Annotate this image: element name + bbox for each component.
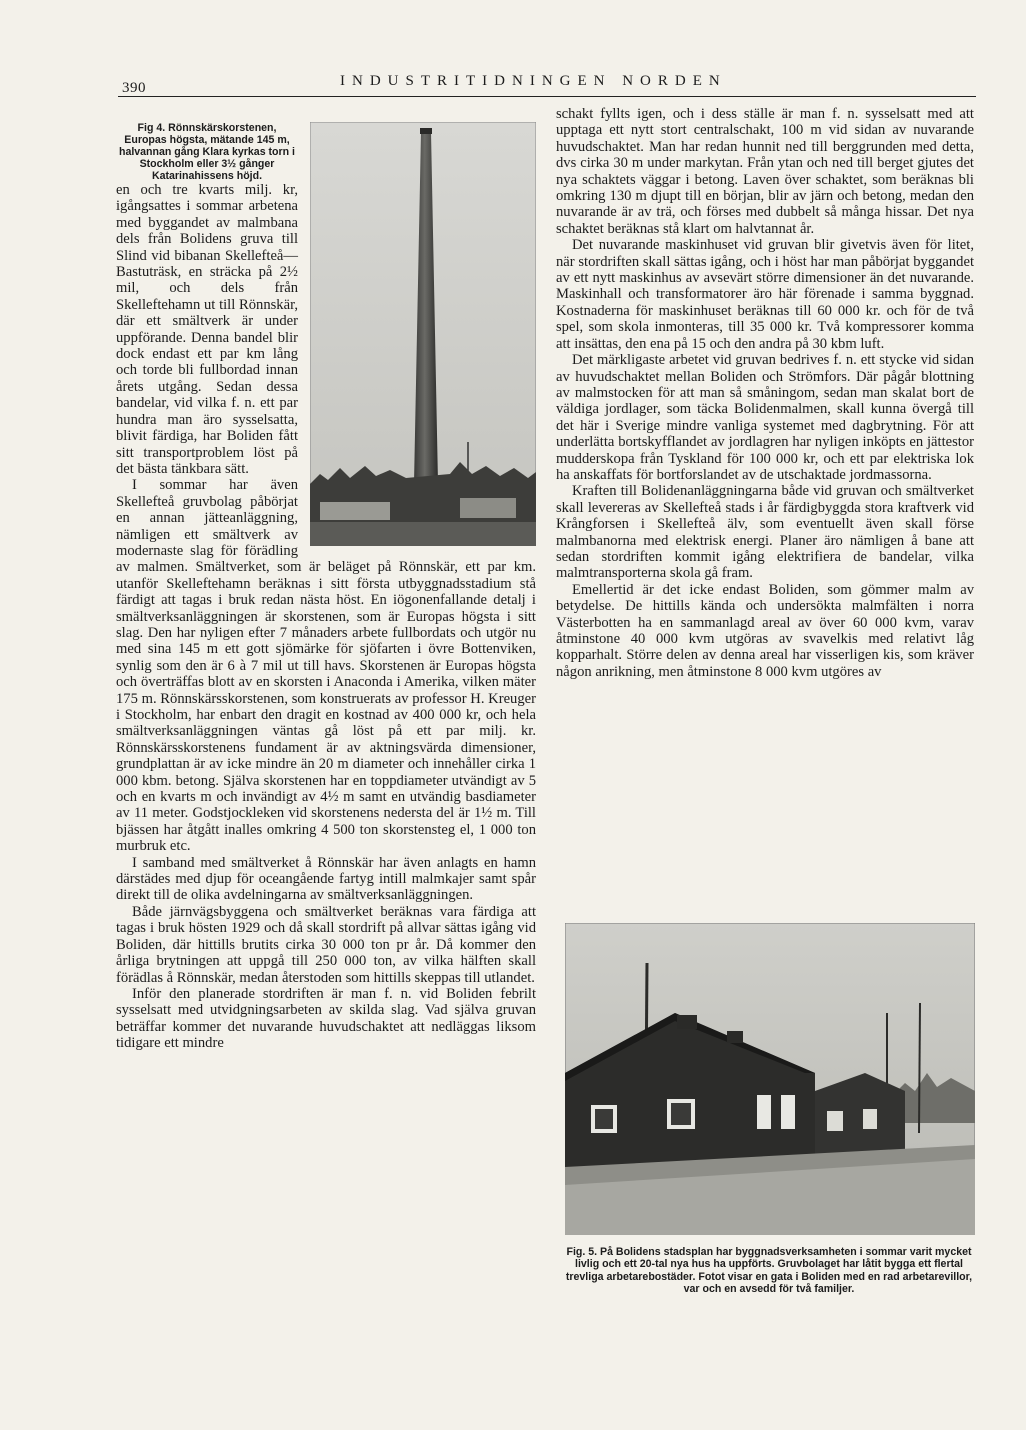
- left-paragraph-1: en och tre kvarts milj. kr, igångsattes i sommar arbetena med byggandet av malmbana dels från Bolidens gruva till Slind vid bibanan Skellefteå—Bastuträsk, en sträcka på 2½ mil, och dels från Skelleftehamn ut till Rönnskär, där ett smältverk är under uppförande. Denna bandel blir dock endast ett par km lång och torde bli fullbordad innan årets utgång. Sedan dessa bandelar, vid vilka f. n. ett par hundra man äro sysselsatta, blivit färdiga, har Boliden fått sitt transportproblem löst på det bästa tänkbara sätt.: [116, 182, 298, 477]
- houses-photo-image: [565, 923, 975, 1235]
- left-paragraph-5: Inför den planerade stordriften är man f. n. vid Boliden febrilt sysselsatt med utvidgningsarbeten av skilda slag. Vad själva gruvan beträffar kommer det nuvarande huvudschaktet att nedläggas liksom tidigare ett mindre: [116, 985, 536, 1052]
- right-column: [556, 106, 974, 680]
- page-number: 390: [122, 80, 146, 96]
- figure-4-caption: Fig 4. Rönnskärskorstenen, Europas högsta, mätande 145 m, halvannan gång Klara kyrkas torn i Stockholm eller 3½ gånger Katarinahissens höjd.: [118, 122, 296, 182]
- left-column: [116, 122, 536, 1052]
- right-paragraph-2: Det nuvarande maskinhuset vid gruvan blir givetvis även för litet, när stordriften skall sättas igång, och i höst har man påbörjat byggandet av ett nytt maskinhus av avsevärt större dimensioner än det nuvarande. Maskinhall och transformatorer äro här förenade i samma byggnad. Kostnaderna för maskinhuset beräknas till 60 000 kr. och för de två spel, som skola inmonteras, till 35 000 kr. Två kompressorer komma att insättas, den ena på 15 och den andra på 30 kbm luft.: [556, 237, 974, 352]
- chimney-photo-image: [310, 122, 536, 546]
- right-paragraph-4: Kraften till Bolidenanläggningarna både vid gruvan och smältverket skall levereras av Skellefteå stads i år färdigbyggda stora kraftverk vid Krångforsen i Skellefteå älv, som eventuellt även skall förse malmbanorna med elektrisk energi. Planer äro nämligen å bane att sedan stordriften kommit igång elektrifiera de bandelar, vilka malmtransporterna skola gå fram.: [556, 483, 974, 582]
- left-paragraph-4: Både järnvägsbyggena och smältverket beräknas vara färdiga att tagas i bruk hösten 1929 och då skall stordrift på allvar sättas igång vid Boliden, där hittills brutits cirka 30 000 ton pr år. Då kommer den årliga brytningen att uppgå till 250 000 ton, av vilka hälften skall förädlas å Rönnskär, medan återstoden som hittills skeppas till utlandet.: [116, 903, 536, 986]
- right-paragraph-5: Emellertid är det icke endast Boliden, som gömmer malm av betydelse. De hittills kända och undersökta malmfälten i norra Västerbotten ha en sammanlagd areal av över 60 000 kvm, varav åtminstone 40 000 kvm utgöras av svavelkis med relativt låg kopparhalt. Större delen av denna areal har visserligen kis, som kräver någon anrikning, men åtminstone 8 000 kvm utgöres av: [556, 581, 974, 680]
- figure-4-chimney-photo: [310, 122, 536, 546]
- figure-5-caption: Fig. 5. På Bolidens stadsplan har byggnadsverksamheten i sommar varit mycket livlig och ett 20-tal nya hus ha uppförts. Gruvbolaget har låtit bygga ett flertal trevliga arbetarebostäder. Fotot visar en gata i Boliden med en rad arbetarevillor, var och en avsedd för två familjer.: [565, 1246, 973, 1296]
- right-paragraph-1: schakt fyllts igen, och i dess ställe är man f. n. sysselsatt med att upptaga ett nytt stort centralschakt, 100 m vid sidan av nuvarande huvudschaktet. Man har redan hunnit ned till berggrunden med detta, dvs cirka 30 m under markytan. Från ytan och ned till berget gjutes det nya schaktets väggar i betong. Laven över schaktet, som beräknas bli omkring 130 m djupt till en början, blir av järn och betong, medan den nuvarande är av trä, och förses med dubbelt så många hissar. Det nya schaktet beräknas stå klart om halvtannat år.: [556, 106, 974, 237]
- right-paragraph-3: Det märkligaste arbetet vid gruvan bedrives f. n. ett stycke vid sidan av huvudschaktet mellan Boliden och Strömfors. Där pågår blottning av malmstocken för att man så småningom, sedan man skalat bort de väldiga jordlager, som täcka Bolidenmalmen, skall kunna övergå till det här i Sverige mindre vanliga systemet med dagbrytning. För att underlätta bortskyfflandet av jordlagren har nyligen inköpts en jättestor mudderskopa från Tyskland för 100 000 kr, och ett par elektriska lok ha anskaffats för bortforslandet av de utschaktade jordmassorna.: [556, 352, 974, 483]
- left-paragraph-2: I sommar har även Skellefteå gruvbolag påbörjat en annan jätteanläggning, nämligen ett smältverk av modernaste slag för förädling av malmen. Smältverket, som är beläget på Rönnskär, ett par km. utanför Skelleftehamn beräknas i sitt första utbyggnadsstadium stå färdigt att tagas i bruk redan nästa höst. En iögonenfallande detalj i smältverksanläggningen är skorstenen, som är Europas högsta i sitt slag. Den har nyligen efter 7 månaders arbete fullbordats och utgör nu med sina 145 m ett gott sjömärke för sjöfarten i övre Bottenviken, synlig som den är 6 à 7 mil ut till havs. Skorstenen är Europas högsta och överträffas blott av en skorsten i Anaconda i Amerika, vilken mäter 175 m. Rönnskärsskorstenen, som konstruerats av professor H. Kreuger i Stockholm, har enbart den dragit en kostnad av 400 000 kr, och hela smältverksanläggningen väntas gå löst på ett par milj. kr. Rönnskärsskorstenens fundament är av aktningsvärda dimensioner, grundplattan är av icke mindre än 20 m diameter och innehåller cirka 1 000 kbm. betong. Själva skorstenen har en toppdiameter utvändigt av 5 och en kvarts m och invändigt av 4½ m samt en utvändig basdiameter av 11 meter. Godstjockleken vid skorstenens nedersta del är 1½ m. Till bjässen har åtgått inalles omkring 4 500 ton skorstensteg el, 1 000 ton murbruk etc.: [116, 477, 536, 855]
- figure-5-houses-photo: [565, 923, 975, 1235]
- header-rule: [118, 96, 976, 97]
- left-paragraph-3: I samband med smältverket å Rönnskär har även anlagts en hamn därstädes med djup för oceangående fartyg intill malmkajer samt spår direkt till de olika avdelningarna av smältverksanläggningen.: [116, 854, 536, 904]
- running-head: INDUSTRITIDNINGEN NORDEN: [340, 73, 727, 89]
